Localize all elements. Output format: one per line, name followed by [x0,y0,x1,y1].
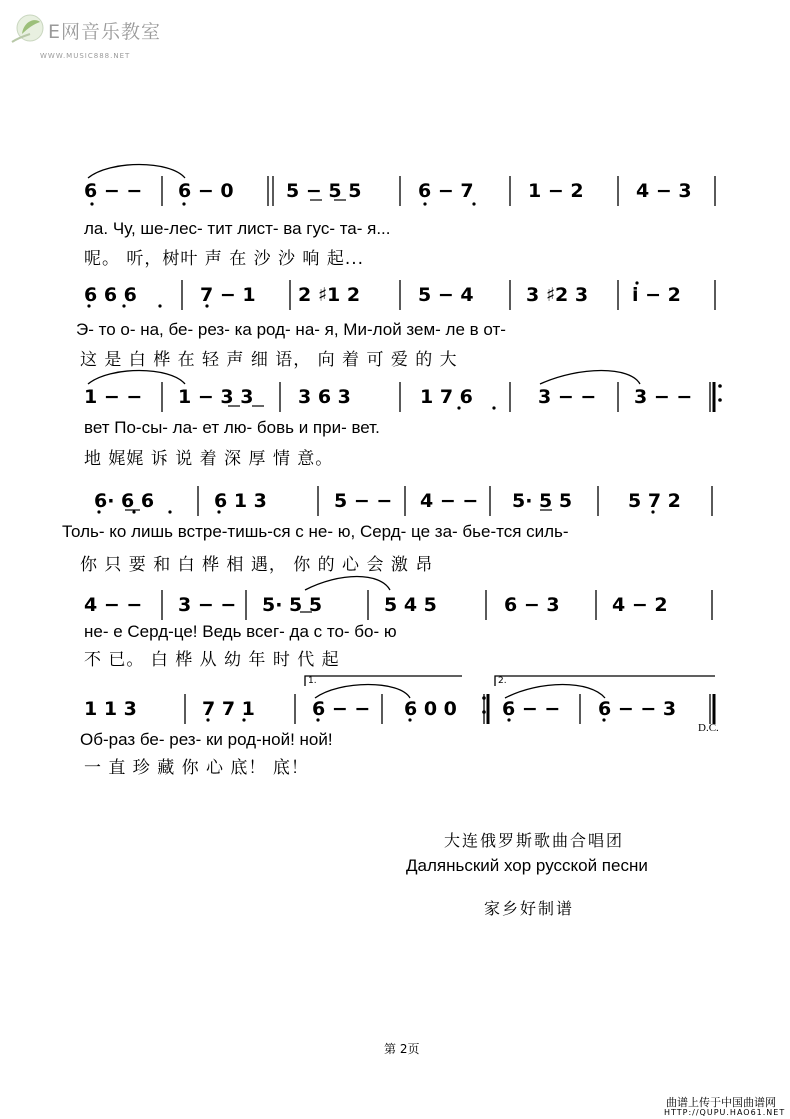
lyrics-russian: Об-раз бе- рез- ки род-ной! ной! [80,730,333,749]
measure: 3 ♯2 3 [526,284,589,306]
lyrics-russian: вет По-сы- ла- ет лю- бовь и при- вет. [84,418,380,437]
measure: 6 − − [312,698,371,720]
measure: 3 − − [178,594,237,616]
lyrics-russian: не- е Серд-це! Ведь всег- да с то- бо- ю [84,622,397,641]
measure: 1 − 2 [528,180,584,202]
lyrics-chinese: 你 只 要 和 白 桦 相 遇， 你 的 心 会 激 昂 [80,555,434,575]
measure: 2 ♯1 2 [298,284,361,306]
lyrics-chinese: 呢。 听，树叶 声 在 沙 沙 响 起... [84,249,365,269]
measure: 6 − − [502,698,561,720]
choir-name-russian: Даляньский хор русской песни [406,856,648,875]
measure: 4 − − [420,490,479,512]
upload-note: 曲谱上传于中国曲谱网 [666,1096,776,1109]
measure: 6· 6 6 [94,490,155,512]
site-name: E网音乐教室 [48,21,162,43]
volta-2: 2. [498,676,507,686]
measure: 3 − − [634,386,693,408]
measure: 6 − 7 [418,180,474,202]
lyrics-russian: Толь- ко лишь встре-тишь-ся с не- ю, Серд- це за- бье-тся силь- [62,522,569,541]
measure: 6 6 6 [84,284,137,306]
measure: 5 − 5 5 [286,180,362,202]
measure: 6 − − [84,180,143,202]
lyrics-russian: ла. Чу, ше-лес- тит лист- ва гус- та- я... [84,219,391,238]
measure: 1 − 3 3 [178,386,254,408]
lyrics-russian: Э- то о- на, бе- рез- ка род- на- я, Ми-лой зем- ле в от- [76,320,506,339]
measure: 5 4 5 [384,594,437,616]
page-number: 第 2页 [384,1042,420,1056]
choir-name-chinese: 大连俄罗斯歌曲合唱团 [444,831,625,850]
upload-url: HTTP://QUPU.HAO61.NET [664,1108,786,1117]
measure: 1 1 3 [84,698,137,720]
measure: 4 − − [84,594,143,616]
lyrics-chinese: 一 直 珍 藏 你 心 底！ 底！ [84,758,309,778]
measure: 1 7 6 [420,386,473,408]
dc-marking: D.C. [698,722,719,734]
measure: 6 − 3 [504,594,560,616]
measure: 6 − − 3 [598,698,677,720]
arranger-credit: 家乡好制谱 [484,899,575,918]
lyrics-chinese: 不 已。 白 桦 从 幼 年 时 代 起 [84,650,340,670]
volta-1: 1. [308,676,317,686]
lyrics-chinese: 地 娓娓 诉 说 着 深 厚 情 意。 [84,449,334,469]
measure: 4 − 2 [612,594,668,616]
measure: 4 − 3 [636,180,692,202]
measure: 3 − − [538,386,597,408]
measure: 5 − 4 [418,284,474,306]
measure: 6 1 3 [214,490,267,512]
measure: 5· 5 5 [512,490,573,512]
measure: 6 0 0 [404,698,457,720]
site-url: WWW.MUSIC888.NET [40,52,131,60]
measure: 5· 5 5 [262,594,323,616]
measure: 6 − 0 [178,180,234,202]
measure: 7 7 1 [202,698,255,720]
measure: 3 6 3 [298,386,351,408]
measure: 5 − − [334,490,393,512]
measure: 7 − 1 [200,284,256,306]
measure: 1 − − [84,386,143,408]
measure: i − 2 [632,284,681,306]
measure: 5 7 2 [628,490,681,512]
lyrics-chinese: 这 是 白 桦 在 轻 声 细 语， 向 着 可 爱 的 大 [80,350,458,370]
